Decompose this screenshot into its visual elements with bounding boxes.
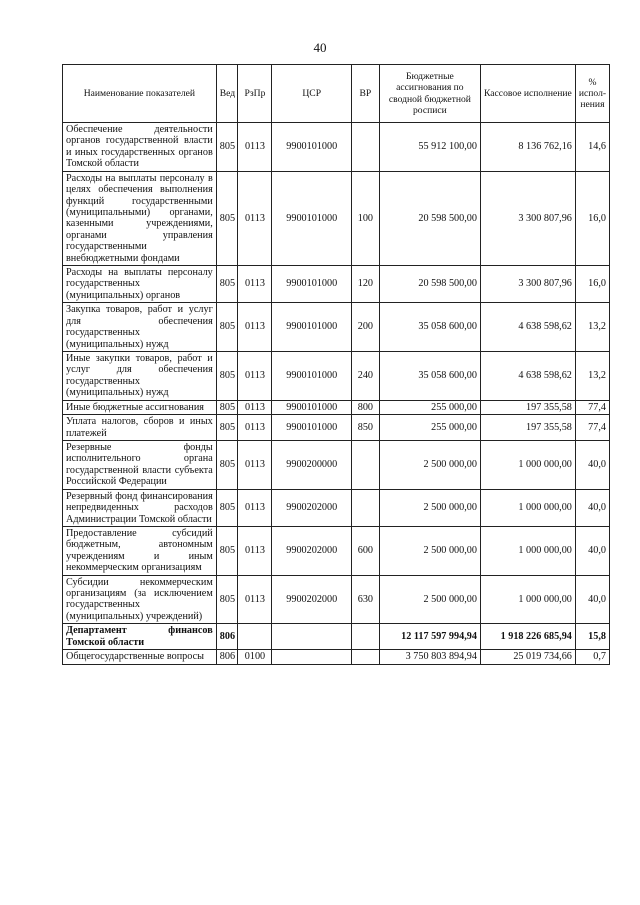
cell-vr: 100 <box>351 171 379 265</box>
cell-budget: 2 500 000,00 <box>379 575 480 624</box>
cell-kass: 1 000 000,00 <box>480 526 575 575</box>
cell-vr: 200 <box>351 303 379 352</box>
cell-name: Закупка товаров, работ и услуг для обеспечения государственных (муниципальных) нужд <box>63 303 217 352</box>
cell-kass: 8 136 762,16 <box>480 123 575 172</box>
cell-name: Иные закупки товаров, работ и услуг для обеспечения государственных (муниципальных) нужд <box>63 352 217 401</box>
cell-rzpr: 0113 <box>238 440 272 489</box>
cell-csr <box>272 624 351 650</box>
cell-csr: 9900200000 <box>272 440 351 489</box>
header-rzpr: РзПр <box>238 65 272 123</box>
cell-vr: 800 <box>351 400 379 414</box>
cell-name: Обеспечение деятельности органов государственной власти и иных государственных органов Томской области <box>63 123 217 172</box>
cell-rzpr: 0113 <box>238 352 272 401</box>
cell-pct: 16,0 <box>575 171 609 265</box>
cell-vr <box>351 624 379 650</box>
cell-rzpr: 0100 <box>238 650 272 664</box>
cell-pct: 77,4 <box>575 415 609 441</box>
cell-name: Расходы на выплаты персоналу в целях обеспечения выполнения функций государственными (муниципальными) органами, казенными учреждениями, органами управления государственными внебюджетными фондами <box>63 171 217 265</box>
cell-kass: 197 355,58 <box>480 415 575 441</box>
cell-kass: 3 300 807,96 <box>480 171 575 265</box>
cell-kass: 1 000 000,00 <box>480 575 575 624</box>
page-number: 40 <box>313 40 327 55</box>
cell-ved: 805 <box>216 303 238 352</box>
table-body <box>63 123 610 665</box>
cell-name: Уплата налогов, сборов и иных платежей <box>63 415 217 441</box>
cell-rzpr: 0113 <box>238 575 272 624</box>
cell-name: Резервный фонд финансирования непредвиденных расходов Администрации Томской области <box>63 489 217 526</box>
cell-vr: 120 <box>351 266 379 303</box>
cell-rzpr: 0113 <box>238 123 272 172</box>
cell-pct: 40,0 <box>575 526 609 575</box>
cell-budget: 255 000,00 <box>379 400 480 414</box>
cell-ved: 805 <box>216 352 238 401</box>
cell-pct: 40,0 <box>575 575 609 624</box>
cell-budget: 2 500 000,00 <box>379 440 480 489</box>
cell-rzpr: 0113 <box>238 266 272 303</box>
cell-csr: 9900101000 <box>272 400 351 414</box>
table-row <box>63 303 610 352</box>
budget-execution-table <box>62 64 610 665</box>
cell-name: Субсидии некоммерческим организациям (за исключением государственных (муниципальных) учреждений) <box>63 575 217 624</box>
cell-pct: 13,2 <box>575 303 609 352</box>
cell-budget: 35 058 600,00 <box>379 352 480 401</box>
header-budget: Бюджетные ассигнования по сводной бюджетной росписи <box>379 65 480 123</box>
table-row <box>63 575 610 624</box>
cell-ved: 805 <box>216 123 238 172</box>
header-ved: Вед <box>216 65 238 123</box>
table-row <box>63 123 610 172</box>
cell-ved: 805 <box>216 575 238 624</box>
cell-csr: 9900202000 <box>272 575 351 624</box>
table-row <box>63 352 610 401</box>
cell-ved: 805 <box>216 266 238 303</box>
cell-pct: 0,7 <box>575 650 609 664</box>
cell-vr: 600 <box>351 526 379 575</box>
cell-vr <box>351 650 379 664</box>
cell-ved: 805 <box>216 526 238 575</box>
cell-rzpr: 0113 <box>238 415 272 441</box>
cell-budget: 55 912 100,00 <box>379 123 480 172</box>
table-row <box>63 415 610 441</box>
cell-kass: 3 300 807,96 <box>480 266 575 303</box>
cell-csr: 9900101000 <box>272 171 351 265</box>
cell-name: Общегосударственные вопросы <box>63 650 217 664</box>
cell-csr: 9900101000 <box>272 352 351 401</box>
cell-budget: 2 500 000,00 <box>379 526 480 575</box>
cell-kass: 1 000 000,00 <box>480 489 575 526</box>
cell-ved: 805 <box>216 489 238 526</box>
cell-ved: 805 <box>216 415 238 441</box>
cell-vr <box>351 489 379 526</box>
header-pct: % испол-нения <box>575 65 609 123</box>
cell-name: Резервные фонды исполнительного органа государственной власти субъекта Российской Федерации <box>63 440 217 489</box>
table-row <box>63 400 610 414</box>
cell-pct: 13,2 <box>575 352 609 401</box>
table-row <box>63 489 610 526</box>
cell-budget: 12 117 597 994,94 <box>379 624 480 650</box>
cell-budget: 20 598 500,00 <box>379 266 480 303</box>
cell-rzpr: 0113 <box>238 303 272 352</box>
cell-csr: 9900101000 <box>272 415 351 441</box>
cell-csr: 9900202000 <box>272 526 351 575</box>
table-row <box>63 650 610 664</box>
table-row <box>63 624 610 650</box>
cell-rzpr: 0113 <box>238 171 272 265</box>
header-name: Наименование показателей <box>63 65 217 123</box>
cell-csr: 9900101000 <box>272 266 351 303</box>
cell-ved: 806 <box>216 624 238 650</box>
cell-pct: 77,4 <box>575 400 609 414</box>
cell-ved: 805 <box>216 440 238 489</box>
cell-ved: 806 <box>216 650 238 664</box>
cell-vr: 240 <box>351 352 379 401</box>
cell-kass: 197 355,58 <box>480 400 575 414</box>
cell-vr: 850 <box>351 415 379 441</box>
cell-kass: 1 918 226 685,94 <box>480 624 575 650</box>
header-csr: ЦСР <box>272 65 351 123</box>
cell-budget: 2 500 000,00 <box>379 489 480 526</box>
cell-budget: 20 598 500,00 <box>379 171 480 265</box>
cell-pct: 16,0 <box>575 266 609 303</box>
cell-pct: 40,0 <box>575 440 609 489</box>
cell-csr: 9900101000 <box>272 123 351 172</box>
table-row <box>63 526 610 575</box>
cell-budget: 255 000,00 <box>379 415 480 441</box>
cell-pct: 15,8 <box>575 624 609 650</box>
cell-rzpr: 0113 <box>238 489 272 526</box>
cell-csr: 9900202000 <box>272 489 351 526</box>
cell-name: Расходы на выплаты персоналу государственных (муниципальных) органов <box>63 266 217 303</box>
cell-kass: 4 638 598,62 <box>480 303 575 352</box>
table-row <box>63 171 610 265</box>
cell-vr <box>351 123 379 172</box>
cell-name: Иные бюджетные ассигнования <box>63 400 217 414</box>
cell-pct: 14,6 <box>575 123 609 172</box>
cell-ved: 805 <box>216 400 238 414</box>
cell-vr <box>351 440 379 489</box>
cell-vr: 630 <box>351 575 379 624</box>
cell-rzpr <box>238 624 272 650</box>
cell-rzpr: 0113 <box>238 526 272 575</box>
cell-pct: 40,0 <box>575 489 609 526</box>
cell-budget: 35 058 600,00 <box>379 303 480 352</box>
cell-ved: 805 <box>216 171 238 265</box>
cell-csr <box>272 650 351 664</box>
table-row <box>63 266 610 303</box>
header-kass: Кассовое исполнение <box>480 65 575 123</box>
cell-name: Департамент финансов Томской области <box>63 624 217 650</box>
cell-kass: 25 019 734,66 <box>480 650 575 664</box>
header-vr: ВР <box>351 65 379 123</box>
cell-csr: 9900101000 <box>272 303 351 352</box>
cell-kass: 4 638 598,62 <box>480 352 575 401</box>
cell-kass: 1 000 000,00 <box>480 440 575 489</box>
table-row <box>63 440 610 489</box>
table-header-row <box>63 65 610 123</box>
cell-name: Предоставление субсидий бюджетным, автономным учреждениям и иным некоммерческим организациям <box>63 526 217 575</box>
cell-budget: 3 750 803 894,94 <box>379 650 480 664</box>
cell-rzpr: 0113 <box>238 400 272 414</box>
